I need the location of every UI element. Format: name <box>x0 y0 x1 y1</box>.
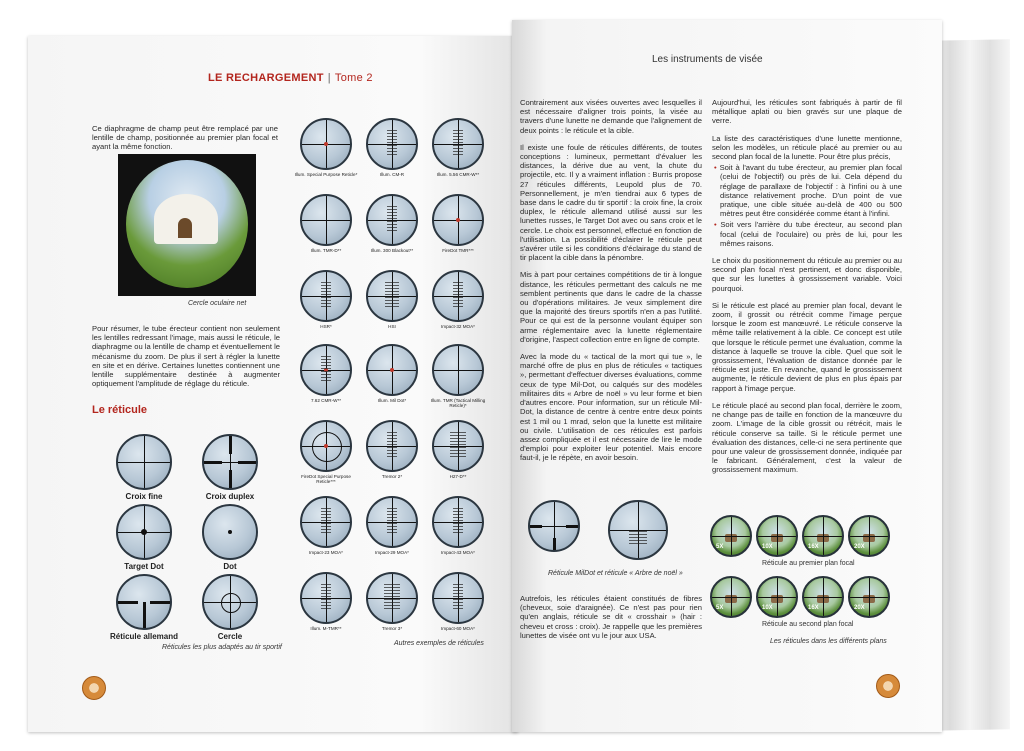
reticle-thumb-label: Impact-23 MOA* <box>309 550 343 555</box>
paragraph: Aujourd'hui, les réticules sont fabriqués à partir de fil métallique aplati ou bien gravés sur une plaque de verre. <box>712 98 902 126</box>
reticle-thumb <box>300 344 352 396</box>
photo-caption: Cercle oculaire net <box>188 300 247 307</box>
right-col2-text <box>712 98 902 483</box>
left-page-number-badge <box>82 676 106 700</box>
other-reticles-caption: Autres exemples de réticules <box>394 640 484 647</box>
paragraph: La liste des caractéristiques d'une lunette mentionne, selon les modèles, un réticule placé au premier ou au second plan focal de la lunette. Pour être plus précis, <box>712 133 902 162</box>
paragraph: Contrairement aux visées ouvertes avec lesquelles il est nécessaire d'aligner trois points, la visée au travers d'une lunette ne demande que l'alignement de deux points : le réticule et la cible. <box>520 98 702 135</box>
mildot-reticle <box>528 500 580 552</box>
bullet-text: Soit vers l'arrière du tube érecteur, au second plan focal (celui de l'oculaire) ou près de lui, pour les mêmes raisons. <box>720 220 902 248</box>
paragraph: Avec la mode du « tactical de la mort qui tue », le marché offre de plus en plus de réticules « tactiques », permettant d'effectuer diverses évaluations, comme ceux de type Mil-Dot, ou calqués sur des modèles militaires dits « Arbre de noël » vu leur forme et bien d'autres encore. Pour information, sur un réticule Mil-Dot, la distance de centre à centre entre deux points est 1 mil ou 1 mrad, selon que la lunette est militaire ou civile. L'utilisation de ces réticules est parfois assez compliquée et il est nécessaire de lire le mode d'emploi pour exploiter leur potentiel. Mais encore faut-il, je le répète, en avoir besoin. <box>520 352 702 463</box>
reticle-thumb <box>432 344 484 396</box>
reticle-thumb <box>300 194 352 246</box>
right-col1-text <box>520 98 702 471</box>
zoom-level: 20X <box>854 544 865 550</box>
reticle-thumb <box>432 420 484 472</box>
bullet-marker: • <box>714 220 717 230</box>
reticle-allemand <box>116 574 172 630</box>
reticle-thumb <box>366 496 418 548</box>
left-header-separator: | <box>327 72 331 84</box>
paragraph: Le réticule placé au second plan focal, derrière le zoom, ne change pas de taille en fonction de la manœuvre du zoom. L'image de la cible grossit ou rétrécit, mais le réticule conserve sa taille. Si le réticule permet une évaluation des distances, celle-ci ne sera pertinente que pour une valeur de grossissement donnée, indiquée par le fabricant. Généralement, c'est la valeur de grossissement maximum. <box>712 400 902 475</box>
reticle-thumb-label: FireDot Special Purpose Reticle*** <box>301 474 351 484</box>
reticle-thumb <box>432 572 484 624</box>
bullet-item <box>712 163 902 218</box>
reticle-thumb <box>432 118 484 170</box>
photo-door <box>178 218 192 238</box>
page-stack <box>930 39 1010 730</box>
right-page <box>512 20 942 732</box>
reticle-thumb-label: Impact-43 MOA* <box>441 550 475 555</box>
zoom-second-plane-10x <box>756 576 798 618</box>
reticle-cercle <box>202 574 258 630</box>
reticle-label: Croix duplex <box>205 492 255 501</box>
reticle-label: Réticule allemand <box>109 632 179 641</box>
reticle-thumb <box>432 194 484 246</box>
reticle-thumb <box>366 344 418 396</box>
left-header-title: LE RECHARGEMENT <box>208 72 324 84</box>
reticle-thumb-label: HSR* <box>320 324 332 329</box>
reticle-croix-fine <box>116 434 172 490</box>
paragraph: Si le réticule est placé au premier plan focal, devant le zoom, il grossit ou rétrécit comme l'image perçue lorsque le zoom est manœuvré. Le réticule conserve la même taille relativement à la cible. Ce concept est utile que lorsque le réticule permet une évaluation, comme la distance à laquelle se trouve la cible. Quel que soit le grossissement, l'évaluation de distance donnée par le réticule est juste. En revanche, quand le grossissement augmente, le réticule devient de plus en plus épais par rapport à l'image perçue. <box>712 300 902 393</box>
left-header-tome: Tome 2 <box>334 72 373 84</box>
reticle-thumb <box>366 572 418 624</box>
reticle-thumb <box>432 496 484 548</box>
reticle-label: Croix fine <box>125 492 163 501</box>
reticle-target-dot <box>116 504 172 560</box>
zoom-first-plane-20x <box>848 515 890 557</box>
planes-caption: Les réticules dans les différents plans <box>770 638 887 645</box>
reticle-thumb <box>366 194 418 246</box>
paragraph: Le choix du positionnement du réticule au premier ou au second plan focal n'est pertinent, et donc disponible, que sur les lunettes à grossissement variable. Voici pourquoi. <box>712 256 902 293</box>
intro-paragraph: Ce diaphragme de champ peut être remplacé par une lentille de champ, positionnée au premier plan focal et ayant la même fonction. <box>92 124 278 152</box>
first-plane-caption: Réticule au premier plan focal <box>762 560 855 567</box>
reticle-thumb-label: Illum. 5.56 CMR-W** <box>436 172 480 177</box>
zoom-first-plane-10x <box>756 515 798 557</box>
bullet-item <box>712 220 902 248</box>
zoom-level: 10X <box>762 605 773 611</box>
eyepiece-photo <box>118 154 256 296</box>
reticle-thumb-label: Tremor 3* <box>381 626 403 631</box>
reticle-thumb <box>300 572 352 624</box>
paragraph: Mis à part pour certaines compétitions de tir à longue distance, les réticules permettant des calculs ne me semblent pertinents que dans le cadre de la chasse ou d'opérations militaires. Je veux simplement dire que la majorité des tireurs sportifs n'en a pas l'utilité. Pour ce qui est de la personne voulant équiper son arme réglementaire avec la lunette réglementaire d'origine, l'aspect collection entre en ligne de compte. <box>520 270 702 344</box>
reticle-thumb-label: Illum. M-TMR** <box>310 626 342 631</box>
christmas-tree-reticle <box>608 500 668 560</box>
reticle-thumb-label: H27-D** <box>449 474 467 479</box>
zoom-level: 20X <box>854 605 865 611</box>
zoom-first-plane-5x <box>710 515 752 557</box>
reticle-thumb-label: Illum. CM-R <box>379 172 405 177</box>
zoom-level: 16X <box>808 605 819 611</box>
bullet-marker: • <box>714 163 717 173</box>
reticle-thumb-label: Illum. Mil Dot* <box>377 398 407 403</box>
summary-paragraph: Pour résumer, le tube érecteur contient non seulement les lentilles redressant l'image, mais aussi le réticule, le diaphragme ou la lentille de champ et éventuellement le mécanisme du zoom. De plus il sert à régler la lunette en site et en dérive. Certaines lunettes contiennent une lentille supplémentaire destinée à augmenter optiquement l'amplitude de réglage du réticule. <box>92 324 280 389</box>
reticle-thumb-label: Tremor 2* <box>381 474 403 479</box>
reticle-dot <box>202 504 258 560</box>
reticle-thumb-label: Impact-29 MOA* <box>375 550 409 555</box>
photo-eyepiece-disk <box>126 160 248 288</box>
reticle-thumb-label: Illum. 300 Blackout** <box>370 248 414 253</box>
reticle-thumb-label: Impact-60 MOA* <box>441 626 475 631</box>
zoom-level: 10X <box>762 544 773 550</box>
reticle-thumb-label: Illum. TMR (Tactical Milling Reticle)* <box>430 398 486 408</box>
reticle-thumb-label: Illum. Special Purpose Reticle* <box>294 172 358 177</box>
reticle-thumb <box>366 420 418 472</box>
zoom-level: 5X <box>716 605 724 611</box>
reticle-thumb <box>366 118 418 170</box>
left-running-head <box>208 72 373 84</box>
reticle-thumb-label: Illum. TMR-D** <box>310 248 342 253</box>
reticle-thumb <box>300 420 352 472</box>
basic-reticles-caption: Réticules les plus adaptés au tir sportif <box>162 644 282 651</box>
zoom-second-plane-16x <box>802 576 844 618</box>
zoom-second-plane-20x <box>848 576 890 618</box>
reticle-croix-duplex <box>202 434 258 490</box>
mildot-caption: Réticule MilDot et réticule « Arbre de noël » <box>548 570 683 577</box>
reticle-thumb <box>432 270 484 322</box>
zoom-level: 16X <box>808 544 819 550</box>
reticle-thumb <box>300 496 352 548</box>
right-col1-bottom-paragraph: Autrefois, les réticules étaient constitués de fibres (cheveux, soie d'araignée). Ce n'est pas pour rien qu'en anglais, réticule se dit « crosshair » (hair : cheveu et cross : croix). Je rappelle que les premières lunettes de visée ont vu le jour aux USA. <box>520 594 702 640</box>
reticle-label: Cercle <box>217 632 243 641</box>
reticle-thumb <box>366 270 418 322</box>
zoom-level: 5X <box>716 544 724 550</box>
right-page-number-badge <box>876 674 900 698</box>
zoom-second-plane-5x <box>710 576 752 618</box>
left-page <box>28 36 518 732</box>
reticle-thumb-label: Impact-32 MOA* <box>441 324 475 329</box>
section-title: Le réticule <box>92 404 148 416</box>
reticle-label: Dot <box>223 562 237 571</box>
reticle-thumb-label: FireDot TMR*** <box>442 248 474 253</box>
reticle-label: Target Dot <box>124 562 164 571</box>
zoom-first-plane-16x <box>802 515 844 557</box>
reticle-thumb <box>300 270 352 322</box>
reticle-thumb-label: HSI <box>388 324 396 329</box>
bullet-text: Soit à l'avant du tube érecteur, au premier plan focal (celui de l'objectif) ou près de lui. Cela dépend du réglage de parallaxe de l'objectif : à l'infini ou à une distance relativement proche. D'un point de vue pratique, une cible située au-delà de 400 ou 500 mètres peut être considérée comme étant à l'infini. <box>719 163 902 219</box>
second-plane-caption: Réticule au second plan focal <box>762 621 854 628</box>
paragraph: Il existe une foule de réticules différents, de toutes conceptions : lumineux, permettant d'évaluer les distances, la dérive due au vent, la chute du projectile, etc. Il y a vraiment inflation : Burris propose 27 réticules différents, Leupold plus de 70. Personnellement, je m'en tiendrai aux 6 types de base dans le cadre du tir sportif : la croix fine, la croix duplex, le réticule allemand utilisé aussi sur les lunettes russes, le Target Dot avec ou sans croix et le cercle. Le choix est personnel, effectué en fonction de l'utilisation. La possibilité d'éclairer le réticule peut s'avérer utile si les conditions d'éclairage du stand de tir placent la cible dans la pénombre. <box>520 142 702 263</box>
right-header-title: Les instruments de visée <box>652 54 763 65</box>
reticle-thumb-label: 7.62 CMR-W** <box>310 398 342 403</box>
reticle-thumb <box>300 118 352 170</box>
